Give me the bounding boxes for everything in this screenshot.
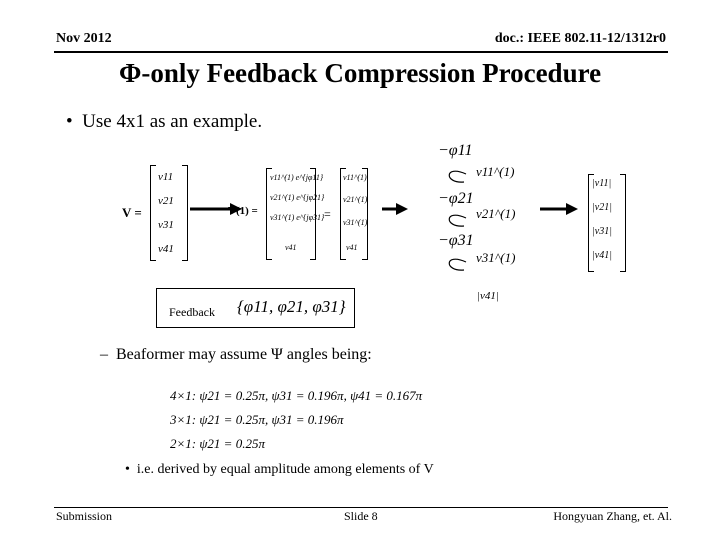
phi-label: −φ31 <box>438 232 474 249</box>
v-entry: v21 <box>158 195 174 207</box>
footer-author: Hongyuan Zhang, et. Al. <box>553 509 672 523</box>
v-left-bracket <box>150 165 156 261</box>
rotation-arrows-icon <box>440 162 470 272</box>
v1-entry: v11^(1) e^{jφ11} <box>270 173 324 182</box>
v-label: V = <box>122 205 142 220</box>
arrow-right-icon <box>540 202 578 216</box>
equation-2x1: 2×1: ψ21 = 0.25π <box>170 436 265 451</box>
rot-entry: v21^(1) <box>476 206 516 221</box>
v1b-entry: v41 <box>346 243 358 252</box>
final-entry: |v11| <box>592 178 612 189</box>
header-date: Nov 2012 <box>56 31 112 46</box>
final-right-bracket <box>620 174 626 272</box>
rot-entry: |v41| <box>477 290 499 302</box>
sub-bullet-psi-text: Beaformer may assume Ψ angles being: <box>116 346 372 363</box>
feedback-label: Feedback <box>169 305 215 319</box>
final-entry: |v21| <box>592 202 612 213</box>
v-entry: v31 <box>158 219 174 231</box>
sub-bullet-psi: – Beaformer may assume Ψ angles being: <box>100 346 372 363</box>
bullet-equal-amplitude-text: i.e. derived by equal amplitude among elements of V <box>136 462 434 477</box>
final-entry: |v31| <box>592 226 612 237</box>
bullet-use-4x1: • Use 4x1 as an example. <box>66 111 263 132</box>
footer-submission: Submission <box>56 509 113 523</box>
v1-entry: v41 <box>285 243 297 252</box>
phi-label: −φ21 <box>438 190 474 207</box>
v1-entry: v31^(1) e^{jφ31} <box>270 213 325 222</box>
footer-rule <box>54 507 668 508</box>
matrix-figure <box>120 140 640 310</box>
header-doc-id: doc.: IEEE 802.11-12/1312r0 <box>494 31 666 46</box>
v1-entry: v21^(1) e^{jφ21} <box>270 193 325 202</box>
feedback-box <box>156 288 355 328</box>
header-rule <box>54 51 668 53</box>
slide-title: Φ-only Feedback Compression Procedure <box>118 58 602 88</box>
v1b-entry: v11^(1) <box>343 173 367 182</box>
final-entry: |v41| <box>592 250 612 261</box>
feedback-set: {φ11, φ21, φ31} <box>237 297 346 316</box>
v1b-entry: v31^(1) <box>343 218 368 227</box>
v1-label: V(1) = <box>228 205 258 217</box>
v-right-bracket <box>182 165 188 261</box>
equation-3x1: 3×1: ψ21 = 0.25π, ψ31 = 0.196π <box>170 412 344 427</box>
bullet-equal-amplitude: • i.e. derived by equal amplitude among elements of V <box>125 462 434 477</box>
phi-label: −φ11 <box>438 142 473 159</box>
rot-entry: v11^(1) <box>476 164 515 179</box>
arrow-right-icon <box>382 202 408 216</box>
rot-entry: v31^(1) <box>476 250 516 265</box>
equation-4x1: 4×1: ψ21 = 0.25π, ψ31 = 0.196π, ψ41 = 0.167π <box>170 388 423 403</box>
bullet-use-4x1-text: Use 4x1 as an example. <box>82 111 263 132</box>
v-entry: v11 <box>158 171 174 183</box>
v1b-entry: v21^(1) <box>343 195 368 204</box>
equals-sign: = <box>324 207 331 221</box>
footer-slide-number: Slide 8 <box>344 509 378 523</box>
v-entry: v41 <box>158 243 174 255</box>
